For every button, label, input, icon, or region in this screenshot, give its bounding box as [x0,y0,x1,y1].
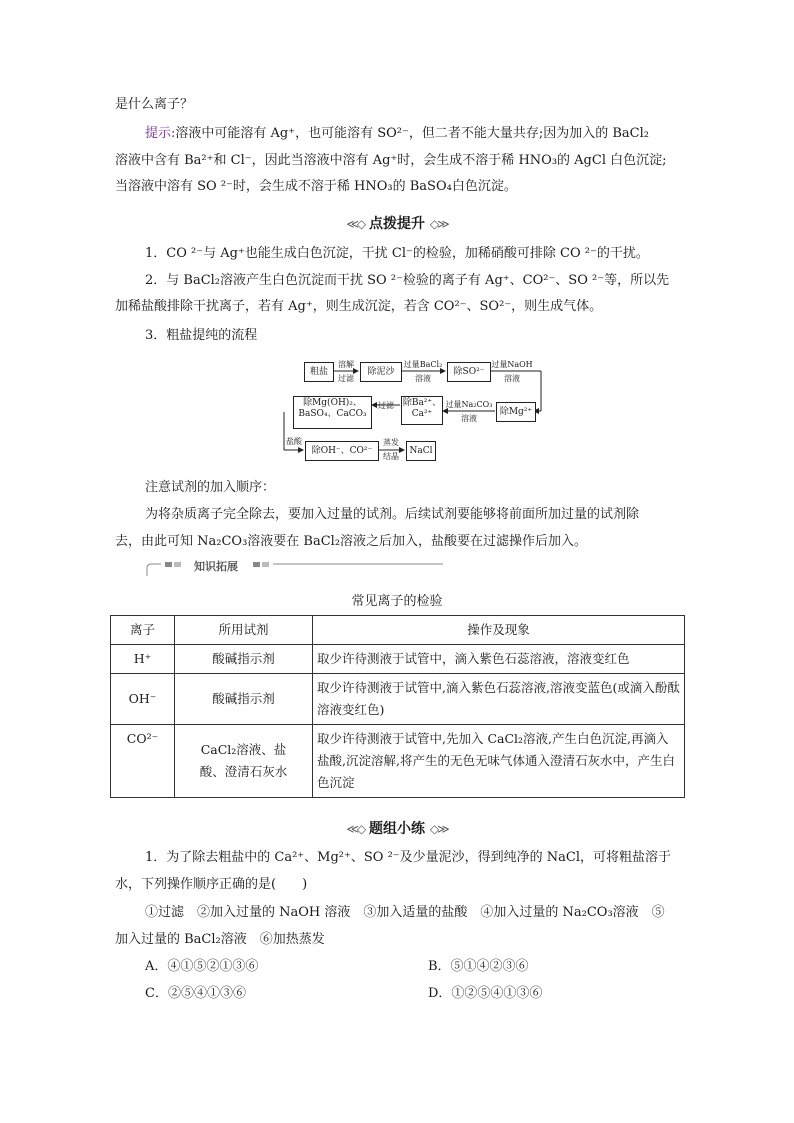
steps-line-2: 加入过量的 BaCl₂溶液 ⑥加热蒸发 [115,932,325,947]
header-reagent: 所用试剂 [175,616,313,645]
option-b[interactable]: B．⑤①④②③⑥ [428,959,529,974]
table-row [111,725,685,798]
flow-box-nacl: NaCl [406,441,436,461]
label-excess-na2co3: 过量Na₂CO₃ [445,400,493,409]
section-heading-exercises [0,818,794,838]
heading-deco-right-icon: ◇≫ [429,217,448,231]
table-row [111,674,685,725]
section-title: 题组小练 [369,821,425,837]
hint-line-3: 当溶液中溶有 SO ²⁻时，会生成不溶于稀 HNO₃的 BaSO₄白色沉淀。 [115,179,517,194]
cell-operation: 取少许待测液于试管中,先加入 CaCl₂溶液,产生白色沉淀,再滴入盐酸,沉淀溶解,将产生的无色无味气体通入澄清石灰水中，产生白色沉淀 [313,725,685,798]
header-operation: 操作及现象 [313,616,685,645]
cell-ion: CO²⁻ [111,725,175,798]
hint-line-2: 溶液中含有 Ba²⁺和 Cl⁻，因此当溶液中溶有 Ag⁺时，会生成不溶于稀 HNO₃的 AgCl 白色沉淀; [115,153,667,168]
label-excess-bacl2: 过量BaCl₂ [403,360,443,369]
cell-reagent: CaCl₂溶液、盐酸、澄清石灰水 [175,725,313,798]
question-line-2: 水，下列操作顺序正确的是( ) [115,877,308,892]
flow-box-remove-sulfate: 除SO²⁻ [447,362,491,382]
label-hydrochloric-acid: 盐酸 [286,437,302,446]
note-line-2a: 为将杂质离子完全除去，要加入过量的试剂。后续试剂要能够将前面所加过量的试剂除 [145,507,640,522]
cell-operation: 取少许待测液于试管中,滴入紫色石蕊溶液,溶液变蓝色(或滴入酚酞溶液变红色) [313,674,685,725]
label-solution-2: 溶液 [504,374,520,383]
ion-detection-table [110,615,685,798]
option-a[interactable]: A．④①⑤②①③⑥ [145,959,259,974]
flow-box-remove-oh-co3: 除OH⁻、CO²⁻ [305,441,379,461]
tip-paragraph-2a: 2．与 BaCl₂溶液产生白色沉淀而干扰 SO ²⁻检验的离子有 Ag⁺、CO²⁻、SO ²⁻等，所以先 [145,273,670,288]
header-ion: 离子 [111,616,175,645]
table-row [111,645,685,674]
label-solution-3: 溶液 [461,414,477,423]
question-line-1: 1．为了除去粗盐中的 Ca²⁺、Mg²⁺、SO ²⁻及少量泥沙，得到纯净的 NaCl，可将粗盐溶于 [145,850,672,865]
note-line-1: 注意试剂的加入顺序： [145,480,276,495]
tip-paragraph-1: 1．CO ²⁻与 Ag⁺也能生成白色沉淀，干扰 Cl⁻的检验，加稀硝酸可排除 CO ²⁻的干扰。 [145,246,649,261]
flow-box-crude-salt: 粗盐 [304,362,334,382]
option-c[interactable]: C．②⑤④①③⑥ [145,986,246,1001]
tip-paragraph-3: 3．粗盐提纯的流程 [145,328,258,343]
heading-deco-right-icon: ◇≫ [429,822,448,836]
label-solution-1: 溶液 [415,374,431,383]
label-evaporate: 蒸发 [383,438,399,447]
flow-box-remove-mg: 除Mg²⁺ [496,402,536,422]
label-filter-2: 过滤 [378,401,394,410]
cell-reagent: 酸碱指示剂 [175,645,313,674]
label-excess-naoh: 过量NaOH [491,360,533,369]
flow-box-remove-precipitates: 除Mg(OH)₂、BaSO₄、CaCO₃ [293,396,372,429]
extension-title: 知识拓展 [194,560,238,573]
option-d[interactable]: D．①②⑤④①③⑥ [428,986,543,1001]
flow-box-remove-ba-ca: 除Ba²⁺、Ca²⁺ [401,396,443,425]
label-filter-1: 过滤 [338,374,354,383]
table-caption: 常见离子的检验 [351,594,443,609]
hint-label: 提示: [145,126,176,141]
flow-box-remove-sediment: 除泥沙 [360,362,402,382]
section-title: 点拨提升 [369,216,425,232]
intro-line: 是什么离子？ [115,97,194,112]
note-line-2b: 去，由此可知 Na₂CO₃溶液要在 BaCl₂溶液之后加入，盐酸要在过滤操作后加入。 [115,534,588,549]
hint-text-1: 溶液中可能溶有 Ag⁺，也可能溶有 SO²⁻，但二者不能大量共存;因为加入的 BaCl₂ [175,126,649,141]
label-dissolve: 溶解 [338,360,354,369]
cell-ion: H⁺ [111,645,175,674]
steps-line-1: ①过滤 ②加入过量的 NaOH 溶液 ③加入适量的盐酸 ④加入过量的 Na₂CO₃溶液 ⑤ [145,905,665,920]
heading-deco-left-icon: ≪◇ [346,822,365,836]
extension-banner [145,560,445,580]
label-crystallize: 结晶 [383,452,399,461]
heading-deco-left-icon: ≪◇ [346,217,365,231]
cell-operation: 取少许待测液于试管中，滴入紫色石蕊溶液，溶液变红色 [313,645,685,674]
cell-ion: OH⁻ [111,674,175,725]
table-header-row [111,616,685,645]
tip-paragraph-2b: 加稀盐酸排除干扰离子，若有 Ag⁺，则生成沉淀，若含 CO²⁻、SO²⁻，则生成气体。 [115,299,603,314]
cell-reagent: 酸碱指示剂 [175,674,313,725]
